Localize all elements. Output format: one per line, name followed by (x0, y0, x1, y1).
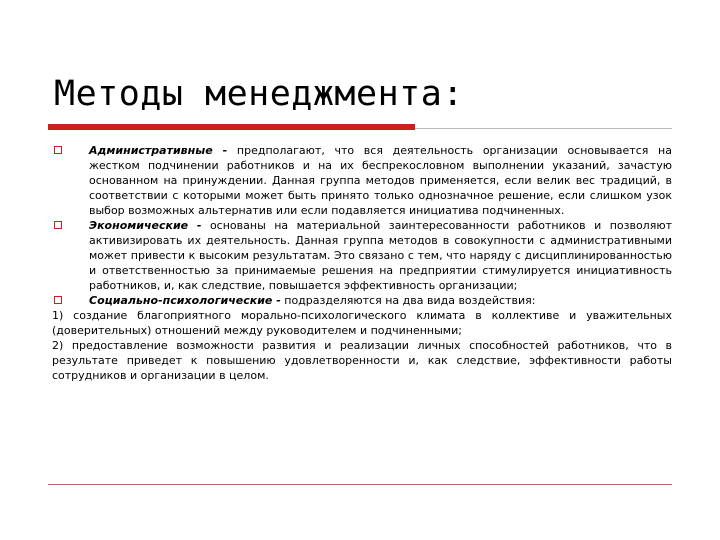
slide-content (52, 143, 672, 383)
bullet-text: основаны на материальной заинтересованности работников и позволяют активизировать их деятельность. Данная группа методов в совокупности с административными может привести к высоким результатам. Это связано с тем, что наряду с дисциплинированностью и ответственностью за принимаемые решения на предприятии стимулируется инициативность работников, и, как следствие, повышается эффективность организации; (89, 219, 672, 292)
slide-title: Методы менеджмента: (54, 74, 464, 114)
numbered-paragraph: 1) создание благоприятного морально-психологического климата в коллективе и уважительных (доверительных) отношений между руководителем и подчиненными; (52, 309, 672, 337)
footer-accent-line (48, 484, 672, 485)
square-bullet-icon (54, 221, 62, 229)
square-bullet-icon (54, 146, 62, 154)
numbered-paragraph: 2) предоставление возможности развития и реализации личных способностей работников, что в результате приведет к повышению удовлетворенности и, как следствие, эффективности работы сотрудников и организации в целом. (52, 339, 672, 382)
bullet-administrative (52, 143, 672, 218)
title-accent-bar (48, 124, 415, 130)
square-bullet-icon (54, 296, 62, 304)
bullet-economic (52, 218, 672, 293)
bullet-term: Административные - (89, 144, 228, 157)
bullet-socio-psychological (52, 293, 672, 308)
bullet-term: Социально-психологические - (89, 294, 281, 307)
bullet-term: Экономические - (89, 219, 202, 232)
bullet-text: предполагают, что вся деятельность организации основывается на жестком подчинении работников и на их беспрекословном выполнении указаний, зачастую основанном на принуждении. Данная группа методов применяется, если велик вес традиций, в соответствии с которыми может быть принято только однозначное решение, если слишком узок выбор возможных альтернатив или если подавляется инициатива подчиненных. (89, 144, 672, 217)
bullet-text: подразделяются на два вида воздействия: (280, 294, 536, 307)
